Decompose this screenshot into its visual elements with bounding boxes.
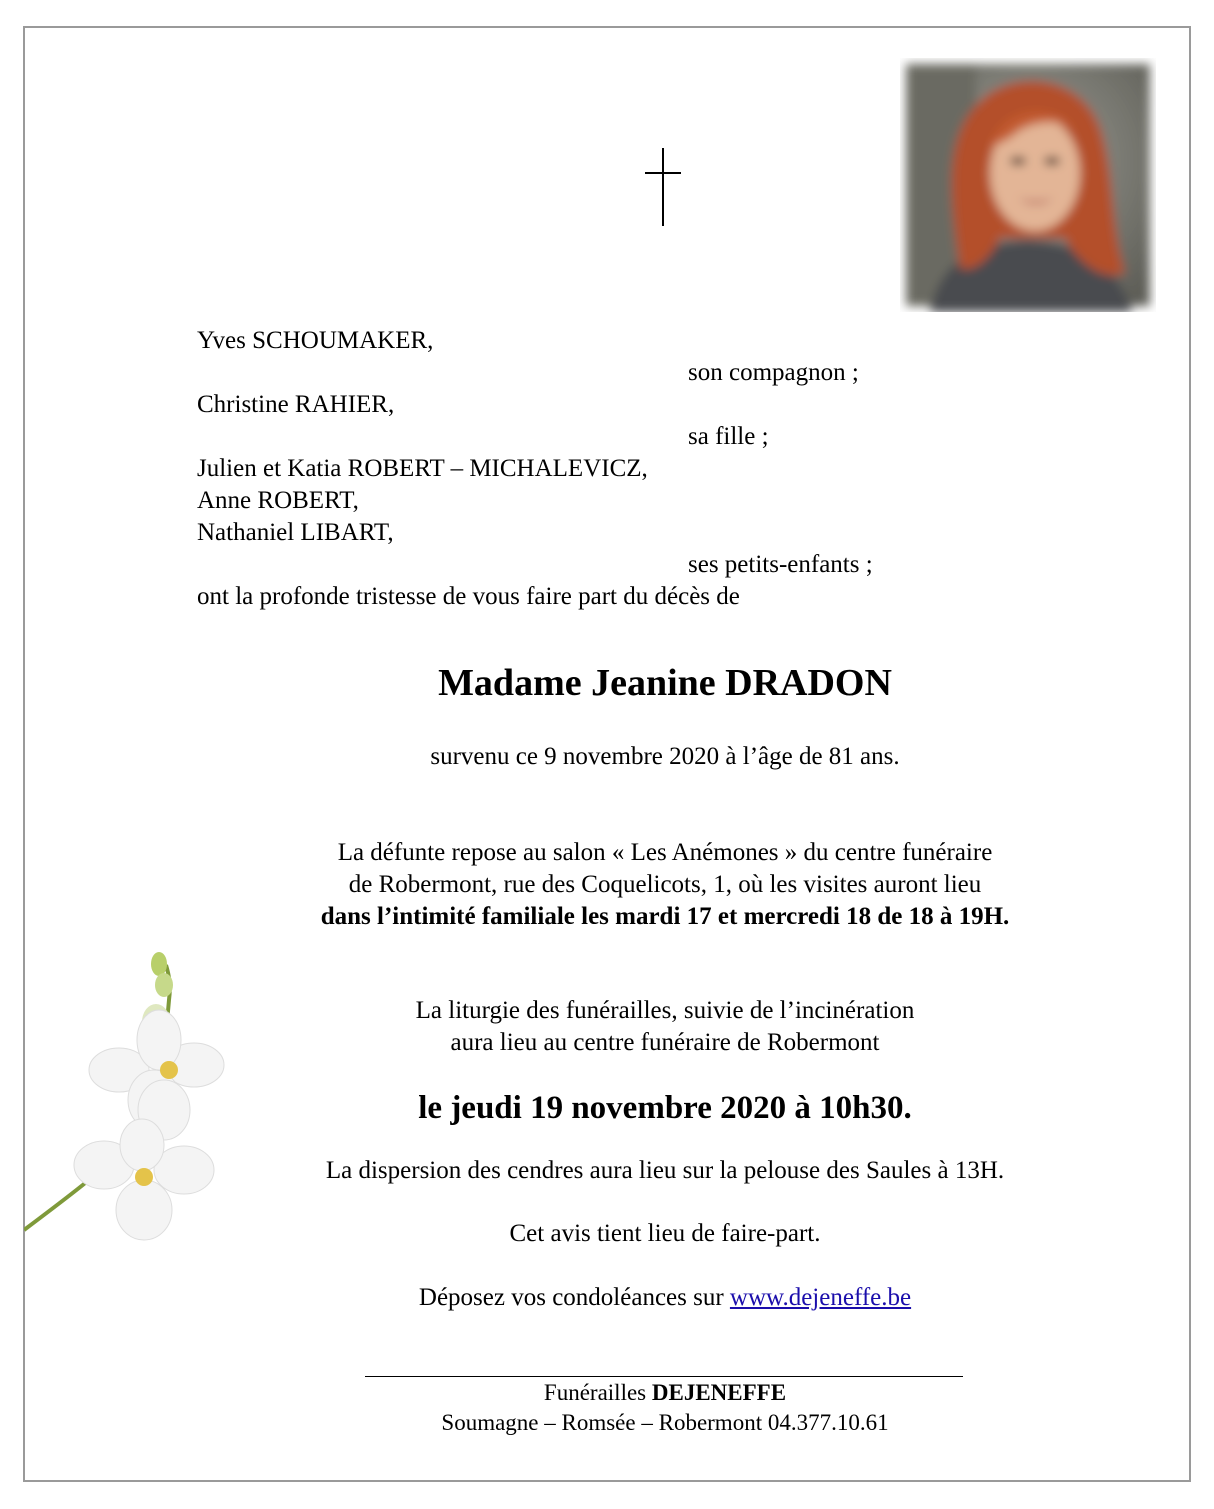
footer-prefix: Funérailles (543, 1380, 647, 1405)
relative-1-relation: son compagnon ; (688, 359, 859, 386)
relative-2-name: Christine RAHIER, (197, 391, 395, 418)
announcement-intro: ont la profonde tristesse de vous faire part du décès de (197, 583, 740, 610)
relative-5-name: Nathaniel LIBART, (197, 519, 394, 546)
notice-statement: Cet avis tient lieu de faire-part. (509, 1220, 821, 1247)
footer-locations: Soumagne – Romsée – Robermont 04.377.10.61 (441, 1410, 889, 1435)
ashes-dispersion: La dispersion des cendres aura lieu sur la pelouse des Saules à 13H. (325, 1157, 1005, 1184)
deceased-name: Madame Jeanine DRADON (438, 662, 892, 704)
orchid-illustration (24, 940, 286, 1270)
condolences-prefix: Déposez vos condoléances sur (418, 1284, 724, 1311)
relative-1-name: Yves SCHOUMAKER, (197, 327, 434, 354)
visits-line-3: dans l’intimité familiale les mardi 17 et mercredi 18 de 18 à 19H. (320, 903, 1010, 930)
footer-divider (365, 1376, 963, 1377)
visits-line-1: La défunte repose au salon « Les Anémones » du centre funéraire (337, 839, 993, 866)
relative-3-relation: ses petits-enfants ; (688, 551, 873, 578)
ceremony-line-2: aura lieu au centre funéraire de Robermont (450, 1029, 880, 1056)
relative-3-name: Julien et Katia ROBERT – MICHALEVICZ, (197, 455, 648, 482)
footer-company (300, 1378, 1030, 1408)
ceremony-line-1: La liturgie des funérailles, suivie de l’incinération (415, 997, 915, 1024)
visits-line-2: de Robermont, rue des Coquelicots, 1, où les visites auront lieu (348, 871, 982, 898)
relative-4-name: Anne ROBERT, (197, 487, 359, 514)
condolences-link[interactable]: www.dejeneffe.be (729, 1284, 912, 1311)
relative-2-relation: sa fille ; (688, 423, 769, 450)
cross-icon (645, 148, 681, 226)
condolences-line (250, 1282, 1080, 1314)
ceremony-date: le jeudi 19 novembre 2020 à 10h30. (418, 1090, 912, 1126)
footer-brand: DEJENEFFE (651, 1380, 787, 1405)
portrait-photo (900, 58, 1156, 312)
death-details: survenu ce 9 novembre 2020 à l’âge de 81 ans. (430, 743, 900, 770)
